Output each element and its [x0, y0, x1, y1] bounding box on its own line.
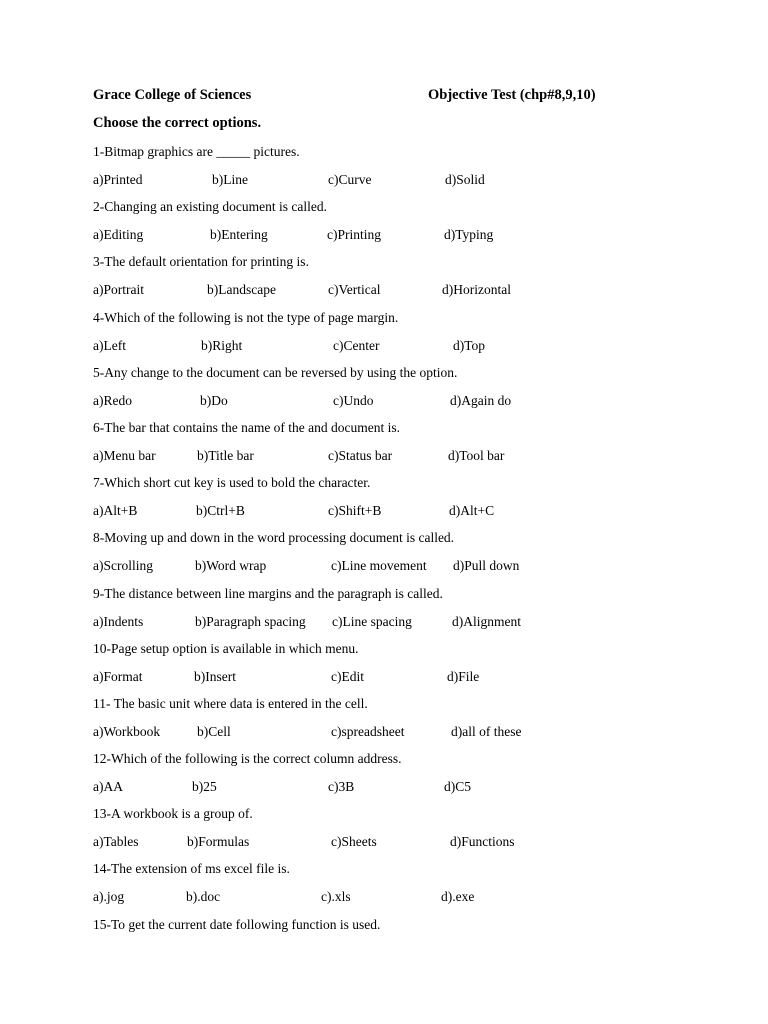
question-3 [93, 251, 693, 306]
option-d: d)File [447, 668, 480, 684]
options-row [93, 338, 693, 356]
school-name: Grace College of Sciences [93, 87, 252, 103]
option-c: c).xls [321, 889, 351, 905]
options-row [93, 614, 693, 632]
option-a: a)Left [93, 337, 126, 353]
option-c: c)Printing [327, 227, 381, 243]
page-header [93, 87, 653, 107]
test-title: Objective Test (chp#8,9,10) [428, 87, 596, 103]
option-b: b)Do [200, 392, 228, 408]
question-12 [93, 748, 693, 803]
option-b: b)Right [201, 337, 243, 353]
question-text: 7-Which short cut key is used to bold the character. [93, 475, 371, 491]
question-text: 3-The default orientation for printing is. [93, 254, 309, 270]
options-row [93, 889, 693, 907]
option-c: c)Curve [328, 172, 372, 187]
option-c: c)Sheets [331, 834, 377, 850]
option-b: b)Formulas [187, 834, 250, 850]
option-d: d)Tool bar [448, 447, 505, 463]
option-b: b)25 [192, 779, 217, 795]
option-c: c)Center [333, 337, 380, 353]
question-text: 1-Bitmap graphics are _____ pictures. [93, 144, 300, 159]
option-a: a)Menu bar [93, 447, 156, 463]
question-1 [93, 141, 693, 196]
option-a: a)Portrait [93, 282, 144, 298]
options-row [93, 779, 693, 797]
option-d: d)Alt+C [449, 503, 495, 519]
question-11 [93, 693, 693, 748]
option-a: a)Indents [93, 613, 144, 629]
option-c: c)Shift+B [328, 503, 382, 519]
option-a: a).jog [93, 889, 125, 905]
option-b: b)Word wrap [195, 558, 267, 574]
instruction-heading: Choose the correct options. [93, 115, 262, 131]
option-d: d)Horizontal [442, 282, 511, 298]
question-text: 10-Page setup option is available in which menu. [93, 640, 359, 656]
option-c: c)Vertical [328, 282, 381, 298]
question-text: 2-Changing an existing document is called. [93, 199, 327, 215]
question-13 [93, 803, 693, 858]
option-b: b)Line [212, 172, 248, 187]
options-row [93, 834, 693, 852]
option-d: d)Functions [450, 834, 515, 850]
option-c: c)Line spacing [332, 613, 412, 629]
question-text: 14-The extension of ms excel file is. [93, 861, 290, 877]
question-4 [93, 307, 693, 362]
option-a: a)Workbook [93, 723, 161, 739]
question-8 [93, 527, 693, 582]
option-d: d)C5 [444, 779, 471, 795]
option-b: b)Paragraph spacing [195, 613, 306, 629]
option-c: c)Line movement [331, 558, 427, 574]
option-d: d)Pull down [453, 558, 520, 574]
option-d: d)Again do [450, 392, 512, 408]
option-b: b)Ctrl+B [196, 503, 245, 519]
question-9 [93, 583, 693, 638]
question-10 [93, 638, 693, 693]
question-text: 13-A workbook is a group of. [93, 806, 253, 822]
question-2 [93, 196, 693, 251]
question-text: 5-Any change to the document can be reversed by using the option. [93, 364, 458, 380]
options-row [93, 282, 693, 300]
option-d: d)Top [453, 337, 486, 353]
option-d: d)Solid [445, 172, 485, 187]
question-text: 12-Which of the following is the correct column address. [93, 751, 402, 767]
option-a: a)Editing [93, 227, 144, 243]
option-a: a)Tables [93, 834, 139, 850]
option-c: c)spreadsheet [331, 723, 405, 739]
question-7 [93, 472, 693, 527]
option-c: c)Undo [333, 392, 374, 408]
question-text: 4-Which of the following is not the type of page margin. [93, 309, 399, 325]
option-d: d)all of these [451, 723, 522, 739]
option-c: c)Edit [331, 668, 364, 684]
question-text: 15-To get the current date following function is used. [93, 916, 381, 932]
options-row [93, 227, 693, 245]
question-6 [93, 417, 693, 472]
options-row [93, 172, 693, 190]
option-b: b).doc [186, 889, 221, 905]
options-row [93, 724, 693, 742]
option-b: b)Title bar [197, 447, 254, 463]
option-b: b)Insert [194, 668, 236, 684]
question-text: 6-The bar that contains the name of the and document is. [93, 419, 401, 435]
option-a: a)Alt+B [93, 503, 138, 519]
option-b: b)Landscape [207, 282, 276, 298]
question-14 [93, 858, 693, 913]
option-a: a)Printed [93, 172, 143, 187]
options-row [93, 448, 693, 466]
option-a: a)Scrolling [93, 558, 153, 574]
option-d: d)Typing [444, 227, 494, 243]
option-d: d).exe [441, 889, 475, 905]
options-row [93, 393, 693, 411]
option-d: d)Alignment [452, 613, 521, 629]
option-a: a)Redo [93, 392, 132, 408]
question-15 [93, 914, 693, 969]
option-b: b)Cell [197, 723, 231, 739]
option-a: a)Format [93, 668, 143, 684]
options-row [93, 558, 693, 576]
option-b: b)Entering [210, 227, 268, 243]
option-c: c)Status bar [328, 447, 393, 463]
option-c: c)3B [328, 779, 355, 795]
question-text: 9-The distance between line margins and the paragraph is called. [93, 585, 443, 601]
question-5 [93, 362, 693, 417]
question-text: 11- The basic unit where data is entered in the cell. [93, 695, 368, 711]
options-row [93, 669, 693, 687]
question-text: 8-Moving up and down in the word processing document is called. [93, 530, 455, 546]
options-row [93, 503, 693, 521]
option-a: a)AA [93, 779, 123, 795]
question-list [93, 141, 693, 969]
